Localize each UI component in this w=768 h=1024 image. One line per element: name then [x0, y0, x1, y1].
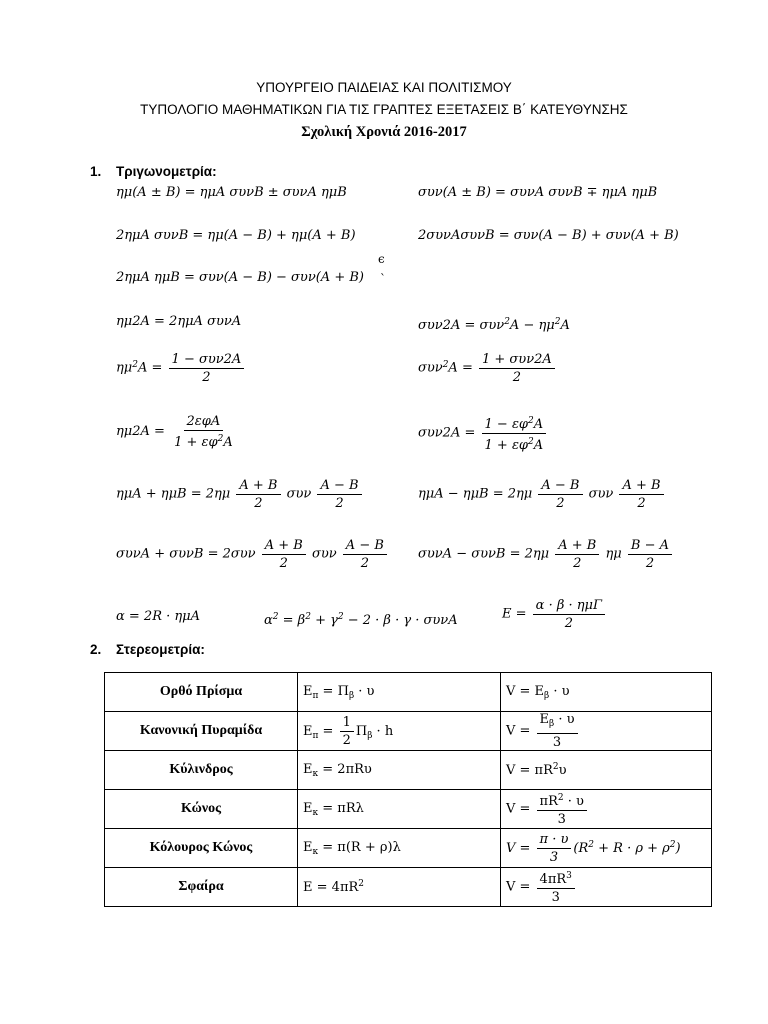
text: A =: [137, 360, 163, 376]
text: Π: [355, 723, 368, 739]
text: =: [318, 723, 338, 739]
subscript: β: [549, 719, 555, 729]
text: (R: [573, 840, 589, 856]
exponent: 2: [557, 793, 564, 803]
formula-sin-double-tan: [116, 414, 238, 450]
text: 1 + εφ: [484, 438, 529, 453]
denominator: 2: [279, 556, 288, 571]
exponent: 2: [528, 416, 534, 426]
area-formula: [298, 712, 501, 751]
volume-formula: [501, 751, 712, 790]
volume-formula: [501, 673, 712, 712]
fraction: [236, 478, 280, 511]
numerator: 1: [340, 715, 354, 732]
fraction: [537, 791, 587, 827]
subscript: β: [348, 690, 355, 701]
area-formula: [298, 829, 501, 868]
text: συν2A = συν: [418, 318, 505, 333]
text: συνA − συνB = 2ημ: [418, 546, 550, 562]
subscript: κ: [312, 846, 319, 857]
solid-name: Σφαίρα: [105, 868, 298, 907]
numerator: α · β · ημΓ: [533, 598, 605, 615]
exponent: 2: [552, 762, 559, 772]
fraction: [171, 414, 236, 450]
denominator: [171, 431, 236, 450]
volume-formula: [501, 790, 712, 829]
formula-sum-sin: ημ(A ± B) = ημA συνB ± συνA ημB: [116, 185, 347, 200]
formula-sum-cos: συν(A ± B) = συνA συνB ∓ ημA ημB: [418, 185, 658, 200]
fraction: [340, 715, 354, 748]
text: συνA + συνB = 2συν: [116, 546, 256, 562]
document-title: ΤΥΠΟΛΟΓΙΟ ΜΑΘΗΜΑΤΙΚΩΝ ΓΙΑ ΤΙΣ ΓΡΑΠΤΕΣ ΕΞΕΤΑΣΕΙΣ Β΄ ΚΑΤΕΥΘΥΝΣΗΣ: [140, 102, 628, 117]
numerator: [537, 712, 578, 734]
text: =: [318, 839, 338, 855]
formula-product-sin-cos: 2ημA συνB = ημ(A − B) + ημ(A + B): [116, 228, 356, 243]
exponent: 2: [554, 317, 561, 327]
text: συν: [418, 360, 443, 376]
denominator: 3: [549, 849, 559, 865]
text: Ε: [539, 712, 550, 727]
exponent: 2: [305, 612, 311, 622]
text: 4πR: [331, 880, 359, 895]
formula-cos-double-tan: [418, 414, 548, 453]
denominator: 2: [564, 616, 573, 631]
denominator: 3: [557, 812, 566, 827]
solid-name: Κόλουρος Κώνος: [105, 829, 298, 868]
numerator: [537, 869, 575, 889]
text: V =: [506, 840, 535, 856]
section-trigonometry-heading: [90, 164, 217, 179]
text: V =: [506, 683, 535, 699]
text: 1 + εφ: [174, 435, 218, 450]
denominator: 3: [551, 890, 560, 905]
formula-sin-squared: [116, 352, 246, 385]
formula-cos-squared: [418, 352, 557, 385]
fraction: [619, 478, 663, 511]
section-title: Τριγωνομετρία:: [116, 164, 217, 179]
solid-name: Κύλινδρος: [105, 751, 298, 790]
denominator: 2: [202, 370, 211, 385]
denominator: 2: [556, 496, 565, 511]
section-stereometry-heading: [90, 642, 205, 657]
formula-law-of-sines: α = 2R · ημA: [116, 609, 201, 624]
stereometry-table: [104, 672, 712, 907]
text: · υ: [549, 683, 570, 699]
text: ημA − ημB = 2ημ: [418, 486, 533, 502]
text: V =: [506, 879, 535, 895]
denominator: 2: [637, 496, 646, 511]
text: 2πRυ: [337, 761, 372, 777]
text: V =: [506, 801, 535, 817]
text: Ε: [303, 683, 313, 699]
text: =: [312, 880, 332, 895]
text: − 2 · β · γ · συνA: [343, 613, 458, 628]
area-formula: [298, 868, 501, 907]
formula-product-sin-sin: 2ημA ημB = συν(A − B) − συν(A + B): [116, 270, 364, 285]
numerator: A + B: [619, 478, 663, 495]
text: ημ2A =: [116, 424, 165, 439]
solid-name: Ορθό Πρίσμα: [105, 673, 298, 712]
text: ): [675, 840, 681, 856]
denominator: 2: [360, 556, 369, 571]
text: ημ: [116, 360, 133, 376]
table-row: [105, 673, 712, 712]
text: A − ημ: [509, 318, 555, 333]
table-row: [105, 790, 712, 829]
text: E =: [502, 606, 527, 622]
exponent: 2: [669, 839, 676, 850]
text: πR: [539, 794, 558, 809]
fraction: [262, 538, 306, 571]
text: Ε: [303, 839, 313, 855]
fraction: [343, 538, 387, 571]
denominator: 2: [342, 732, 351, 748]
text: πRλ: [337, 800, 364, 816]
text: =: [318, 800, 338, 816]
denominator: 2: [645, 556, 655, 571]
denominator: 2: [335, 496, 344, 511]
text: V =: [506, 763, 535, 778]
text: Ε: [303, 800, 313, 816]
text: =: [318, 683, 338, 699]
table-row: [105, 712, 712, 751]
section-title: Στερεομετρία:: [116, 642, 205, 657]
solid-name: Κώνος: [105, 790, 298, 829]
formula-triangle-area: [502, 598, 607, 631]
stray-mark-2: ˋ: [380, 272, 386, 286]
text: πR: [534, 763, 553, 778]
subscript: π: [312, 690, 319, 701]
text: + γ: [310, 613, 338, 628]
text: συν: [286, 486, 312, 502]
subscript: π: [312, 730, 319, 741]
numerator: 1 − συν2A: [169, 352, 245, 369]
numerator: A + B: [262, 538, 306, 555]
table-row: [105, 751, 712, 790]
text: συν2A =: [418, 425, 476, 441]
fraction: [533, 598, 605, 631]
formula-cos-minus-cos: [418, 538, 674, 571]
numerator: 1 + συν2A: [479, 352, 555, 369]
text: A: [223, 435, 233, 450]
formula-double-sin: ημ2A = 2ημA συνA: [116, 314, 242, 329]
numerator: A − B: [343, 538, 387, 555]
text: ημA + ημB = 2ημ: [116, 486, 231, 502]
area-formula: [298, 790, 501, 829]
area-formula: [298, 751, 501, 790]
text: συν: [588, 486, 614, 502]
school-year: Σχολική Χρονιά 2016-2017: [301, 124, 467, 140]
text: 4πR: [539, 872, 567, 887]
exponent: 2: [504, 317, 510, 327]
numerator: B − A: [628, 538, 672, 555]
exponent: 2: [217, 434, 224, 444]
text: π(R + ρ)λ: [337, 839, 401, 855]
volume-formula: [501, 829, 712, 868]
formula-double-cos: [418, 314, 570, 334]
exponent: 2: [272, 612, 279, 622]
exponent: 2: [337, 612, 344, 622]
exponent: 2: [442, 360, 449, 370]
text: Π: [337, 683, 349, 699]
volume-formula: [501, 868, 712, 907]
denominator: [482, 434, 547, 453]
subscript: β: [367, 730, 373, 741]
fraction: [538, 478, 582, 511]
section-number: 1.: [90, 164, 102, 179]
text: Ε: [303, 880, 313, 895]
denominator: 2: [512, 370, 522, 385]
fraction: [479, 352, 555, 385]
text: α: [264, 613, 273, 628]
text: · h: [372, 723, 394, 739]
text: A: [533, 438, 544, 453]
formula-sin-minus-sin: [418, 478, 666, 511]
fraction: [317, 478, 361, 511]
fraction: [555, 538, 599, 571]
text: υ: [558, 763, 567, 778]
formula-sin-plus-sin: [116, 478, 364, 511]
text: A: [533, 417, 544, 432]
stray-mark-1: ϵ: [378, 252, 385, 266]
text: ημ: [605, 546, 622, 562]
numerator: [482, 414, 547, 434]
numerator: 2εφA: [184, 414, 224, 431]
denominator: 2: [254, 496, 263, 511]
text: A =: [448, 360, 473, 376]
solid-name: Κανονική Πυραμίδα: [105, 712, 298, 751]
volume-formula: [501, 712, 712, 751]
area-formula: [298, 673, 501, 712]
fraction: [537, 832, 572, 865]
section-number: 2.: [90, 642, 102, 657]
numerator: A − B: [538, 478, 582, 495]
text: · υ: [554, 712, 575, 727]
formula-product-cos-cos: 2συνAσυνB = συν(A − B) + συν(A + B): [418, 228, 679, 243]
text: =: [318, 761, 338, 777]
text: A: [560, 318, 570, 333]
denominator: 2: [573, 556, 582, 571]
text: · υ: [354, 683, 375, 699]
text: Ε: [303, 761, 313, 777]
formula-law-of-cosines: [264, 609, 458, 629]
text: Ε: [303, 723, 313, 739]
numerator: [537, 791, 587, 811]
denominator: 3: [552, 735, 562, 750]
text: 1 − εφ: [484, 417, 529, 432]
formula-cos-plus-cos: [116, 538, 389, 571]
exponent: 2: [132, 360, 138, 370]
exponent: 3: [566, 871, 572, 881]
text: + R · ρ + ρ: [594, 840, 670, 856]
ministry-title: ΥΠΟΥΡΓΕΙΟ ΠΑΙΔΕΙΑΣ ΚΑΙ ΠΟΛΙΤΙΣΜΟΥ: [256, 80, 512, 95]
fraction: [169, 352, 245, 385]
subscript: β: [544, 690, 550, 701]
numerator: A + B: [555, 538, 599, 555]
subscript: κ: [312, 768, 319, 779]
text: Ε: [534, 683, 545, 699]
numerator: π · υ: [537, 832, 572, 849]
fraction: [537, 869, 575, 905]
text: συν: [311, 546, 337, 562]
exponent: 2: [358, 879, 365, 889]
fraction: [482, 414, 547, 453]
exponent: 2: [528, 437, 534, 447]
numerator: A − B: [317, 478, 361, 495]
table-row: [105, 829, 712, 868]
fraction: [537, 712, 578, 750]
exponent: 2: [588, 839, 594, 850]
text: = β: [278, 613, 306, 628]
fraction: [628, 538, 672, 571]
text: · υ: [563, 794, 584, 809]
text: V =: [506, 723, 535, 739]
numerator: A + B: [236, 478, 280, 495]
subscript: κ: [312, 807, 319, 818]
table-row: [105, 868, 712, 907]
